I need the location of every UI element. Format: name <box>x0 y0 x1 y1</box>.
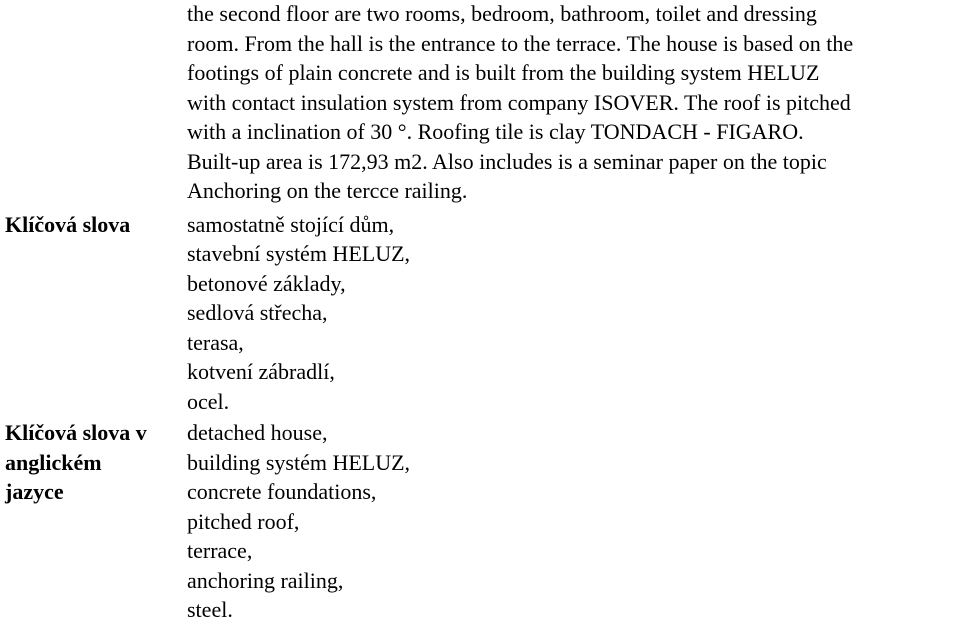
keyword-item: samostatně stojící dům, <box>187 211 395 237</box>
keywords-en-list <box>178 418 950 625</box>
abstract-line: room. From the hall is the entrance to the terrace. The house is based on the <box>187 30 854 56</box>
keyword-item: stavební systém HELUZ, <box>187 241 411 266</box>
keyword-item: pitched roof, <box>187 508 300 534</box>
keyword-item: sedlová střecha, <box>187 300 328 325</box>
keyword-item: detached house, <box>187 420 328 445</box>
keywords-en-label-line: anglickém <box>5 449 102 475</box>
keywords-cz-list <box>178 210 950 417</box>
keyword-item: ocel. <box>187 388 230 414</box>
abstract-text <box>178 0 950 206</box>
keyword-item: terrace, <box>187 538 253 563</box>
keywords-en-label-line: jazyce <box>5 479 64 504</box>
abstract-line: footings of plain concrete and is built from the building system HELUZ <box>187 60 820 85</box>
keywords-en-row <box>0 418 959 625</box>
abstract-line: the second floor are two rooms, bedroom, bathroom, toilet and dressing <box>187 1 817 26</box>
abstract-line: Anchoring on the tercce railing. <box>187 178 468 203</box>
keyword-item: terasa, <box>187 329 244 355</box>
keyword-item: building systém HELUZ, <box>187 449 411 475</box>
keyword-item: steel. <box>187 597 233 622</box>
abstract-line: with contact insulation system from company ISOVER. The roof is pitched <box>187 89 851 115</box>
keyword-item: kotvení zábradlí, <box>187 359 335 384</box>
abstract-line: with a inclination of 30 °. Roofing tile is clay TONDACH - FIGARO. <box>187 119 804 144</box>
abstract-line: Built-up area is 172,93 m2. Also includes is a seminar paper on the topic <box>187 148 827 174</box>
keywords-cz-row <box>0 210 959 417</box>
keywords-en-label-line: Klíčová slova v <box>5 420 147 445</box>
keywords-cz-label-text: Klíčová slova <box>5 211 131 237</box>
keywords-en-label <box>0 418 178 507</box>
keyword-item: anchoring railing, <box>187 567 344 593</box>
abstract-row <box>0 0 959 206</box>
keywords-cz-label <box>0 210 178 240</box>
keyword-item: concrete foundations, <box>187 479 377 504</box>
keyword-item: betonové základy, <box>187 270 346 296</box>
